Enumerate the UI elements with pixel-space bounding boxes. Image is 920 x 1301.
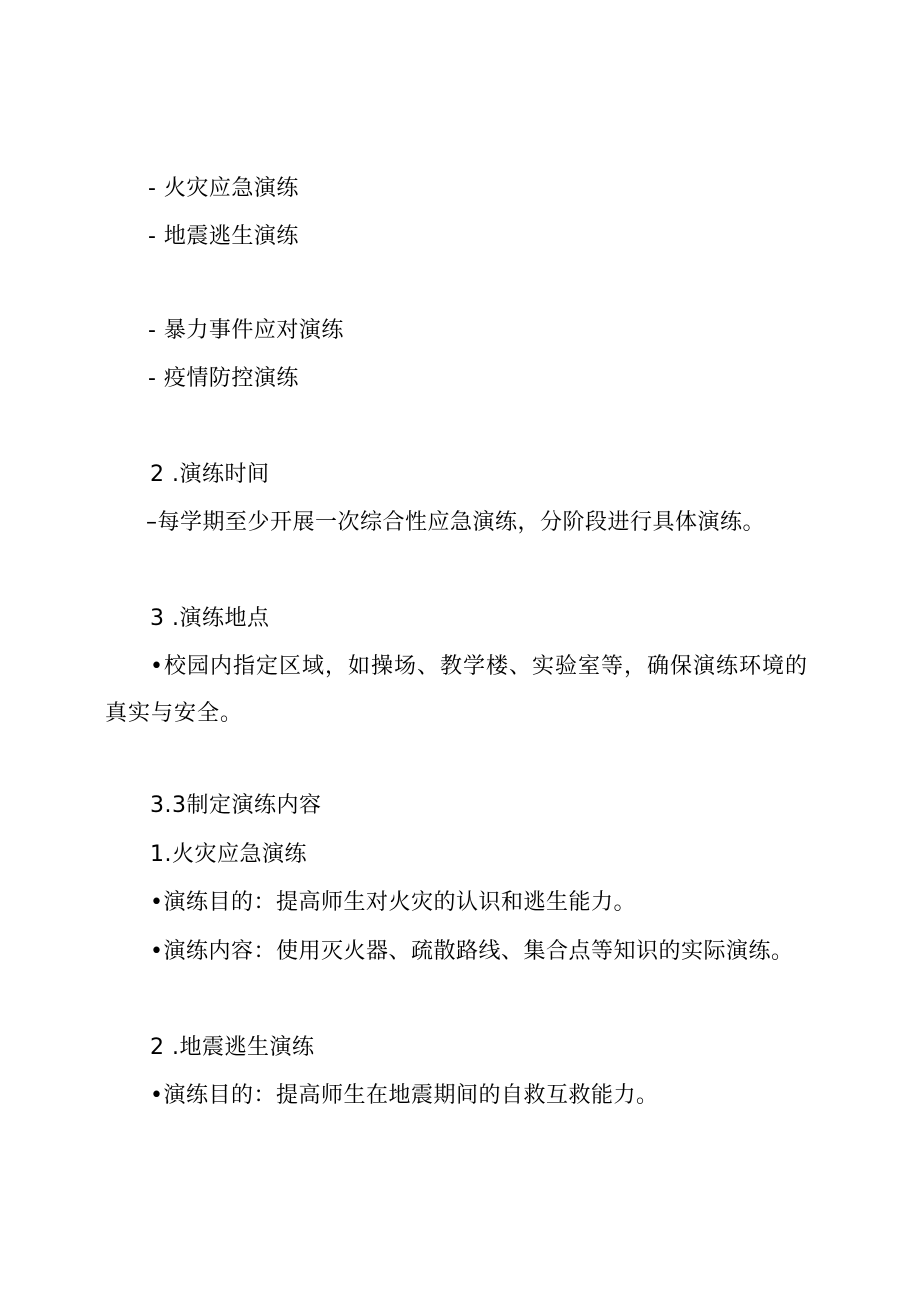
subheading-earthquake-drill: 2 .地震逃生演练 [150, 1035, 315, 1060]
paragraph-drill-location: •校园内指定区域，如操场、教学楼、实验室等，确保演练环境的真实与安全。 [105, 654, 808, 726]
paragraph-fire-drill-content: •演练内容：使用灭火器、疏散路线、集合点等知识的实际演练。 [150, 939, 794, 964]
section-heading-drill-time: 2 .演练时间 [150, 462, 270, 487]
paragraph-drill-time: –每学期至少开展一次综合性应急演练，分阶段进行具体演练。 [146, 510, 766, 535]
list-item-violence-drill: - 暴力事件应对演练 [148, 318, 344, 343]
section-heading-drill-location: 3 .演练地点 [150, 606, 270, 631]
section-heading-drill-content: 3.3制定演练内容 [150, 793, 322, 818]
paragraph-fire-drill-goal: •演练目的：提高师生对火灾的认识和逃生能力。 [150, 890, 636, 915]
paragraph-earthquake-drill-goal: •演练目的：提高师生在地震期间的自救互救能力。 [150, 1083, 659, 1108]
subheading-fire-drill: 1.火灾应急演练 [150, 842, 307, 867]
list-item-epidemic-drill: - 疫情防控演练 [148, 366, 299, 391]
list-item-earthquake-drill: - 地震逃生演练 [148, 224, 299, 249]
list-item-fire-drill: - 火灾应急演练 [148, 176, 299, 201]
